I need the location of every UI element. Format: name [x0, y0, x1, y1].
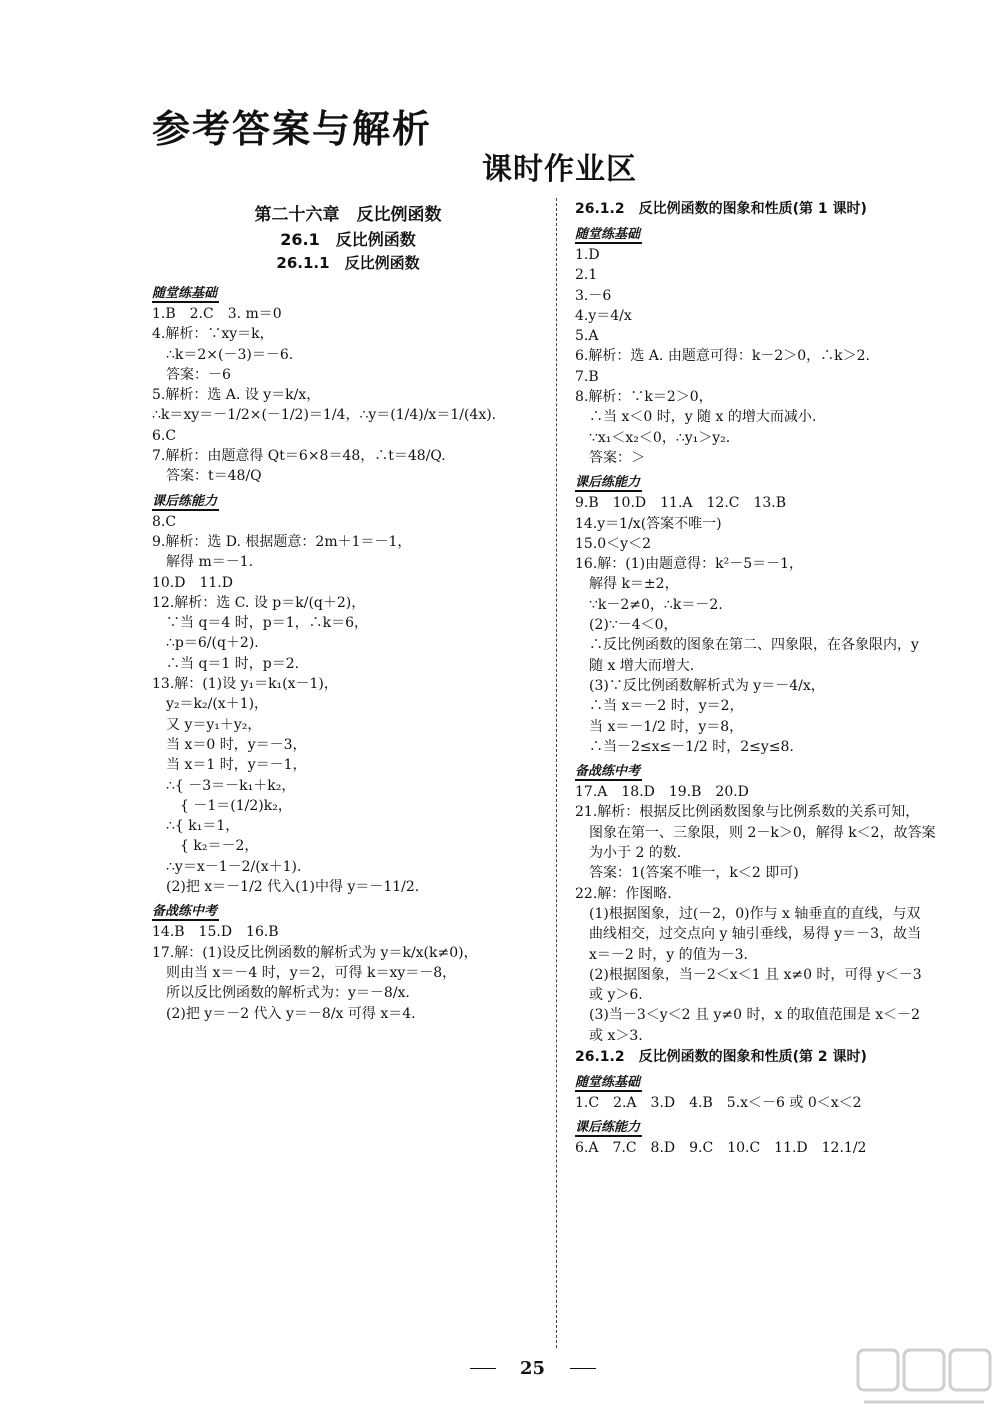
answer-line: 14.y＝1/x(答案不唯一): [575, 515, 722, 532]
answer-line: 1.B 2.C 3. m＝0: [152, 306, 282, 322]
category-row: [575, 220, 975, 245]
sub-title: 课时作业区: [482, 152, 637, 187]
page-number: 25: [520, 1358, 546, 1379]
answer-line: (1)根据图象，过(－2，0)作与 x 轴垂直的直线，与双: [589, 905, 921, 922]
answer-line: 12.解析：选 C. 设 p＝k/(q＋2)，: [152, 594, 366, 611]
answer-line: 所以反比例函数的解析式为：y＝－8/x.: [166, 985, 410, 1002]
answer-line: 当 x＝－1/2 时，y＝8，: [589, 718, 744, 735]
category-row: [575, 1068, 975, 1093]
column-divider: [556, 198, 557, 1348]
answer-line: ∴当 x＝－2 时，y＝2，: [589, 698, 744, 715]
answer-line: (3)∵反比例函数解析式为 y＝－4/x，: [589, 677, 825, 694]
answer-line: (3)当－3＜y＜2 且 y≠0 时，x 的取值范围是 x＜－2: [589, 1007, 921, 1024]
answer-line: ∴当－2≤x≤－1/2 时，2≤y≤8.: [589, 738, 794, 755]
answer-line: ∴当 x＜0 时，y 随 x 的增大而减小.: [589, 409, 817, 426]
answer-line: 8.C: [152, 513, 177, 530]
answer-line: 1.D: [575, 247, 600, 263]
answer-line: 解得 m＝－1.: [166, 554, 254, 571]
answer-line: ∴反比例函数的图象在第二、四象限，在各象限内，y: [589, 637, 919, 654]
category-label: 课后练能力: [152, 490, 219, 511]
answer-line: 4.解析：∵xy＝k，: [152, 326, 274, 343]
answer-line: 答案：－6: [166, 366, 231, 383]
category-label: 课后练能力: [575, 471, 642, 492]
left-column: [152, 198, 544, 1024]
answer-line: 6.A 7.C 8.D 9.C 10.C 11.D 12.1/2: [575, 1140, 867, 1157]
answer-line: 则由当 x＝－4 时，y＝2，可得 k＝xy＝－8，: [166, 964, 457, 981]
answer-line: 22.解：作图略.: [575, 885, 672, 902]
answer-line: 1.C 2.A 3.D 4.B 5.x＜－6 或 0＜x＜2: [575, 1094, 862, 1111]
answer-line: 17.A 18.D 19.B 20.D: [575, 784, 749, 801]
answer-line: 15.0＜y＜2: [575, 535, 651, 552]
lesson-heading: 26.1.2 反比例函数的图象和性质(第 1 课时): [575, 201, 867, 217]
answer-line: 图象在第一、三象限，则 2－k＞0，解得 k＜2，故答案: [589, 824, 936, 841]
right-answers: [575, 198, 975, 1159]
category-label: 随堂练基础: [152, 282, 219, 303]
category-label: 备战练中考: [152, 900, 219, 921]
category-label: 课后练能力: [575, 1116, 642, 1137]
category-row: [575, 757, 975, 782]
category-label: 随堂练基础: [575, 223, 642, 244]
answer-line: 又 y＝y₁＋y₂，: [166, 716, 262, 733]
answer-line: 解得 k＝±2，: [589, 576, 679, 593]
answer-line: ∴{ k₁＝1，: [166, 818, 240, 835]
answer-line: 8.解析：∵k＝2＞0，: [575, 389, 713, 406]
answer-line: 9.解析：选 D. 根据题意：2m＋1＝－1，: [152, 533, 412, 550]
answer-line: 21.解析：根据反比例函数图象与比例系数的关系可知，: [575, 804, 920, 821]
answer-line: 3.－6: [575, 287, 612, 304]
subsection-heading: 26.1.1 反比例函数: [276, 254, 420, 272]
answer-line: ∴k＝xy＝－1/2×(－1/2)＝1/4，∴y＝(1/4)/x＝1/(4x).: [152, 407, 497, 424]
answer-line: { k₂＝－2，: [166, 838, 259, 855]
answer-line: 为小于 2 的数.: [589, 845, 682, 862]
answer-line: (2)根据图象，当－2＜x＜1 且 x≠0 时，可得 y＜－3: [589, 966, 922, 983]
answer-line: 5.解析：选 A. 设 y＝k/x，: [152, 387, 321, 404]
answer-line: ∴y＝x－1－2/(x＋1).: [166, 858, 302, 875]
page-number-dash-left: [470, 1368, 496, 1369]
answer-line: ∴{ －3＝－k₁＋k₂，: [166, 777, 296, 794]
category-row: [152, 279, 544, 304]
answer-line: 或 y＞6.: [589, 987, 643, 1004]
category-row: [575, 1113, 975, 1138]
answer-line: 6.解析：选 A. 由题意可得：k－2＞0，∴k＞2.: [575, 348, 870, 365]
answer-line: ∵当 q＝4 时，p＝1，∴k＝6，: [166, 615, 369, 632]
answer-line: 5.A: [575, 328, 599, 345]
answer-line: 当 x＝0 时，y＝－3，: [166, 736, 307, 753]
category-row: [152, 897, 544, 922]
category-label: 随堂练基础: [575, 1071, 642, 1092]
answer-line: 6.C: [152, 427, 177, 444]
answer-line: 7.B: [575, 368, 599, 385]
answer-line: 2.1: [575, 267, 598, 284]
answer-line: 17.解：(1)设反比例函数的解析式为 y＝k/x(k≠0)，: [152, 944, 478, 961]
answer-line: 答案：＞: [589, 449, 645, 466]
answer-line: 答案：t＝48/Q: [166, 468, 262, 485]
answer-line: (2)把 y＝－2 代入 y＝－8/x 可得 x＝4.: [166, 1005, 416, 1022]
category-row: [152, 487, 544, 512]
watermark-logo-icon: [854, 1344, 994, 1414]
answer-line: { －1＝(1/2)k₂，: [166, 797, 292, 814]
answer-line: ∵x₁＜x₂＜0，∴y₁＞y₂.: [589, 429, 731, 446]
main-title: 参考答案与解析: [152, 107, 433, 151]
answer-line: ∴p＝6/(q＋2).: [166, 635, 259, 652]
answer-line: y₂＝k₂/(x＋1)，: [166, 696, 269, 713]
category-label: 备战练中考: [575, 760, 642, 781]
lesson-heading: 26.1.2 反比例函数的图象和性质(第 2 课时): [575, 1048, 867, 1065]
answer-line: 13.解：(1)设 y₁＝k₁(x－1)，: [152, 676, 338, 693]
answer-line: (2)把 x＝－1/2 代入(1)中得 y＝－11/2.: [166, 879, 420, 896]
answer-line: 或 x＞3.: [589, 1027, 643, 1044]
answer-line: 10.D 11.D: [152, 574, 233, 591]
answer-line: 当 x＝1 时，y＝－1，: [166, 757, 307, 774]
chapter-heading: 第二十六章 反比例函数: [254, 205, 442, 225]
answer-line: 随 x 增大而增大.: [589, 657, 695, 674]
category-row: [575, 468, 975, 493]
answer-line: ∵k－2≠0，∴k＝－2.: [589, 596, 723, 613]
answer-line: 9.B 10.D 11.A 12.C 13.B: [575, 495, 787, 512]
answer-line: 7.解析：由题意得 Qt＝6×8＝48，∴t＝48/Q.: [152, 448, 446, 465]
answer-line: 16.解：(1)由题意得：k²－5＝－1，: [575, 556, 804, 573]
answer-line: ∴k＝2×(－3)＝－6.: [166, 346, 294, 363]
left-answers: [152, 279, 544, 1024]
answer-line: ∴当 q＝1 时，p＝2.: [166, 655, 300, 672]
right-column: [575, 198, 975, 1159]
answer-line: (2)∵－4＜0，: [589, 617, 678, 634]
answer-line: 14.B 15.D 16.B: [152, 924, 279, 941]
answer-line: 4.y＝4/x: [575, 307, 632, 324]
answer-line: 答案：1(答案不唯一，k＜2 即可): [589, 865, 799, 882]
section-heading: 26.1 反比例函数: [280, 230, 416, 249]
answer-line: x＝－2 时，y 的值为－3.: [589, 946, 748, 963]
answer-line: 曲线相交，过交点向 y 轴引垂线，易得 y＝－3，故当: [589, 926, 922, 943]
page-number-dash-right: [570, 1368, 596, 1369]
